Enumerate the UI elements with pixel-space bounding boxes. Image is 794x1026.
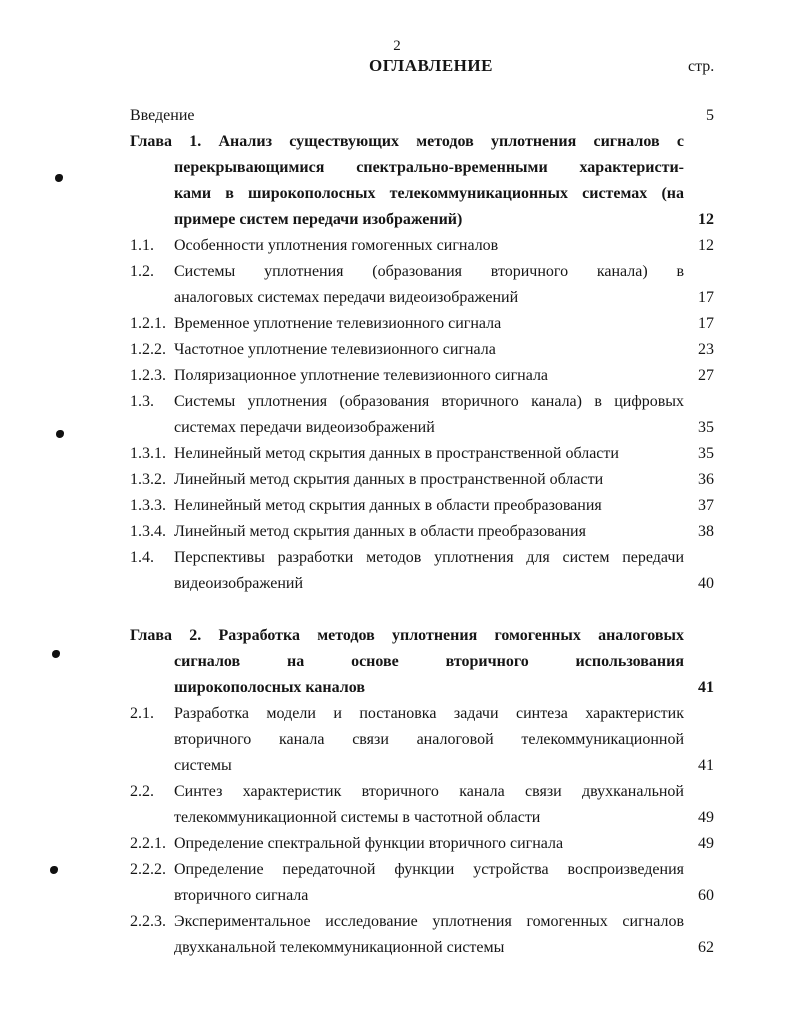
toc-title-line: Синтез характеристик вторичного канала связи двухканальной (174, 783, 684, 800)
toc-page-number: 12 (698, 211, 714, 228)
toc-page-number: 60 (698, 887, 714, 904)
toc-title-line: двухканальной телекоммуникационной системы (174, 939, 505, 956)
toc-section-number: 1.2.2. (130, 341, 166, 358)
toc-section-number: 1.3.1. (130, 445, 166, 462)
toc-section-title (174, 441, 684, 467)
toc-section-title (174, 909, 684, 961)
toc-section-number: 1.1. (130, 237, 154, 254)
toc-title-line: Поляризационное уплотнение телевизионного сигнала (174, 367, 549, 384)
toc-page-number: 36 (698, 471, 714, 488)
toc-title-line: системы (174, 757, 232, 774)
toc-section-title (174, 545, 684, 597)
table-of-contents (0, 103, 794, 961)
toc-section-number: 1.2.3. (130, 367, 166, 384)
toc-title-line: Временное уплотнение телевизионного сигнала (174, 315, 502, 332)
toc-page-number: 17 (698, 289, 714, 306)
toc-section-title (130, 623, 684, 701)
toc-section-number: 2.2.3. (130, 913, 166, 930)
toc-section-title (174, 779, 684, 831)
toc-section-title (130, 129, 684, 233)
page-number: 2 (393, 38, 401, 54)
toc-entry (0, 779, 794, 831)
page-column-label: стр. (688, 58, 715, 75)
toc-entry (0, 467, 794, 493)
toc-entry (0, 233, 794, 259)
toc-page-number: 35 (698, 445, 714, 462)
toc-title-line: Перспективы разработки методов уплотнения для систем передачи (174, 549, 684, 566)
toc-title-line: Системы уплотнения (образования вторичного канала) в цифровых (174, 393, 684, 410)
toc-section-number: 1.2.1. (130, 315, 166, 332)
toc-section-number: 2.1. (130, 705, 154, 722)
toc-section-number: 1.4. (130, 549, 154, 566)
toc-section-title (174, 493, 684, 519)
toc-entry (0, 831, 794, 857)
toc-entry (0, 311, 794, 337)
toc-section-title (174, 831, 684, 857)
toc-title-line: Глава 2. Разработка методов уплотнения гомогенных аналоговых (130, 627, 684, 644)
toc-title-line: Определение спектральной функции вторичного сигнала (174, 835, 564, 852)
toc-title-line: Особенности уплотнения гомогенных сигналов (174, 237, 499, 254)
toc-section-title (174, 311, 684, 337)
toc-entry (0, 259, 794, 311)
page-title: ОГЛАВЛЕНИЕ (369, 56, 493, 75)
toc-title-line: перекрывающимися спектрально-временными характеристи- (174, 159, 684, 176)
toc-title-line: видеоизображений (174, 575, 304, 592)
toc-page-number: 23 (698, 341, 714, 358)
toc-title-line: сигналов на основе вторичного использования (174, 653, 684, 670)
toc-title-line: Экспериментальное исследование уплотнения гомогенных сигналов (174, 913, 684, 930)
toc-title-line: вторичного сигнала (174, 887, 309, 904)
toc-title-line: телекоммуникационной системы в частотной области (174, 809, 541, 826)
toc-title-line: аналоговых системах передачи видеоизображений (174, 289, 519, 306)
toc-section-number: 2.2.2. (130, 861, 166, 878)
toc-entry (0, 103, 794, 129)
toc-title-line: ками в широкополосных телекоммуникационных системах (на (174, 185, 684, 202)
toc-page-number: 17 (698, 315, 714, 332)
toc-title-line: Введение (130, 107, 195, 124)
toc-section-title (174, 337, 684, 363)
toc-section-number: 1.3.2. (130, 471, 166, 488)
toc-title-line: Линейный метод скрытия данных в пространственной области (174, 471, 604, 488)
toc-title-line: широкополосных каналов (174, 679, 365, 696)
toc-section-number: 1.3.4. (130, 523, 166, 540)
toc-section-title (174, 233, 684, 259)
toc-section-number: 2.2. (130, 783, 154, 800)
toc-page-number: 49 (698, 835, 714, 852)
toc-section-title (174, 389, 684, 441)
toc-section-title (174, 259, 684, 311)
toc-section-number: 1.3. (130, 393, 154, 410)
toc-page-number: 41 (698, 757, 714, 774)
toc-entry (0, 389, 794, 441)
toc-entry (0, 909, 794, 961)
toc-title-line: Определение передаточной функции устройства воспроизведения (174, 861, 684, 878)
toc-page-number: 27 (698, 367, 714, 384)
toc-page-number: 41 (698, 679, 714, 696)
toc-page-number: 40 (698, 575, 714, 592)
toc-title-line: Частотное уплотнение телевизионного сигнала (174, 341, 496, 358)
toc-entry (0, 441, 794, 467)
toc-title-line: Разработка модели и постановка задачи синтеза характеристик (174, 705, 684, 722)
toc-page-number: 12 (698, 237, 714, 254)
toc-chapter-entry (0, 129, 794, 233)
toc-title-line: Линейный метод скрытия данных в области преобразования (174, 523, 586, 540)
toc-section-title (174, 701, 684, 779)
toc-page-number: 38 (698, 523, 714, 540)
toc-entry (0, 857, 794, 909)
toc-title-line: Глава 1. Анализ существующих методов уплотнения сигналов с (130, 133, 684, 150)
toc-section-title (174, 519, 684, 545)
toc-page-number: 62 (698, 939, 714, 956)
toc-chapter-entry (0, 623, 794, 701)
toc-title-line: Системы уплотнения (образования вторичного канала) в (174, 263, 684, 280)
toc-section-title (174, 467, 684, 493)
toc-entry (0, 493, 794, 519)
toc-entry (0, 337, 794, 363)
toc-page-number: 49 (698, 809, 714, 826)
toc-title-line: системах передачи видеоизображений (174, 419, 435, 436)
toc-title-line: вторичного канала связи аналоговой телекоммуникационной (174, 731, 684, 748)
toc-page-number: 5 (706, 107, 714, 124)
toc-page-number: 35 (698, 419, 714, 436)
toc-title-line: Нелинейный метод скрытия данных в области преобразования (174, 497, 602, 514)
toc-section-title (174, 363, 684, 389)
toc-entry (0, 701, 794, 779)
toc-section-number: 1.2. (130, 263, 154, 280)
toc-section-number: 1.3.3. (130, 497, 166, 514)
toc-section-title (174, 857, 684, 909)
toc-page-number: 37 (698, 497, 714, 514)
toc-entry (0, 363, 794, 389)
toc-title-line: Нелинейный метод скрытия данных в пространственной области (174, 445, 619, 462)
toc-section-title (130, 103, 640, 129)
toc-entry (0, 519, 794, 545)
toc-section-number: 2.2.1. (130, 835, 166, 852)
toc-entry (0, 545, 794, 597)
toc-title-line: примере систем передачи изображений) (174, 211, 463, 228)
